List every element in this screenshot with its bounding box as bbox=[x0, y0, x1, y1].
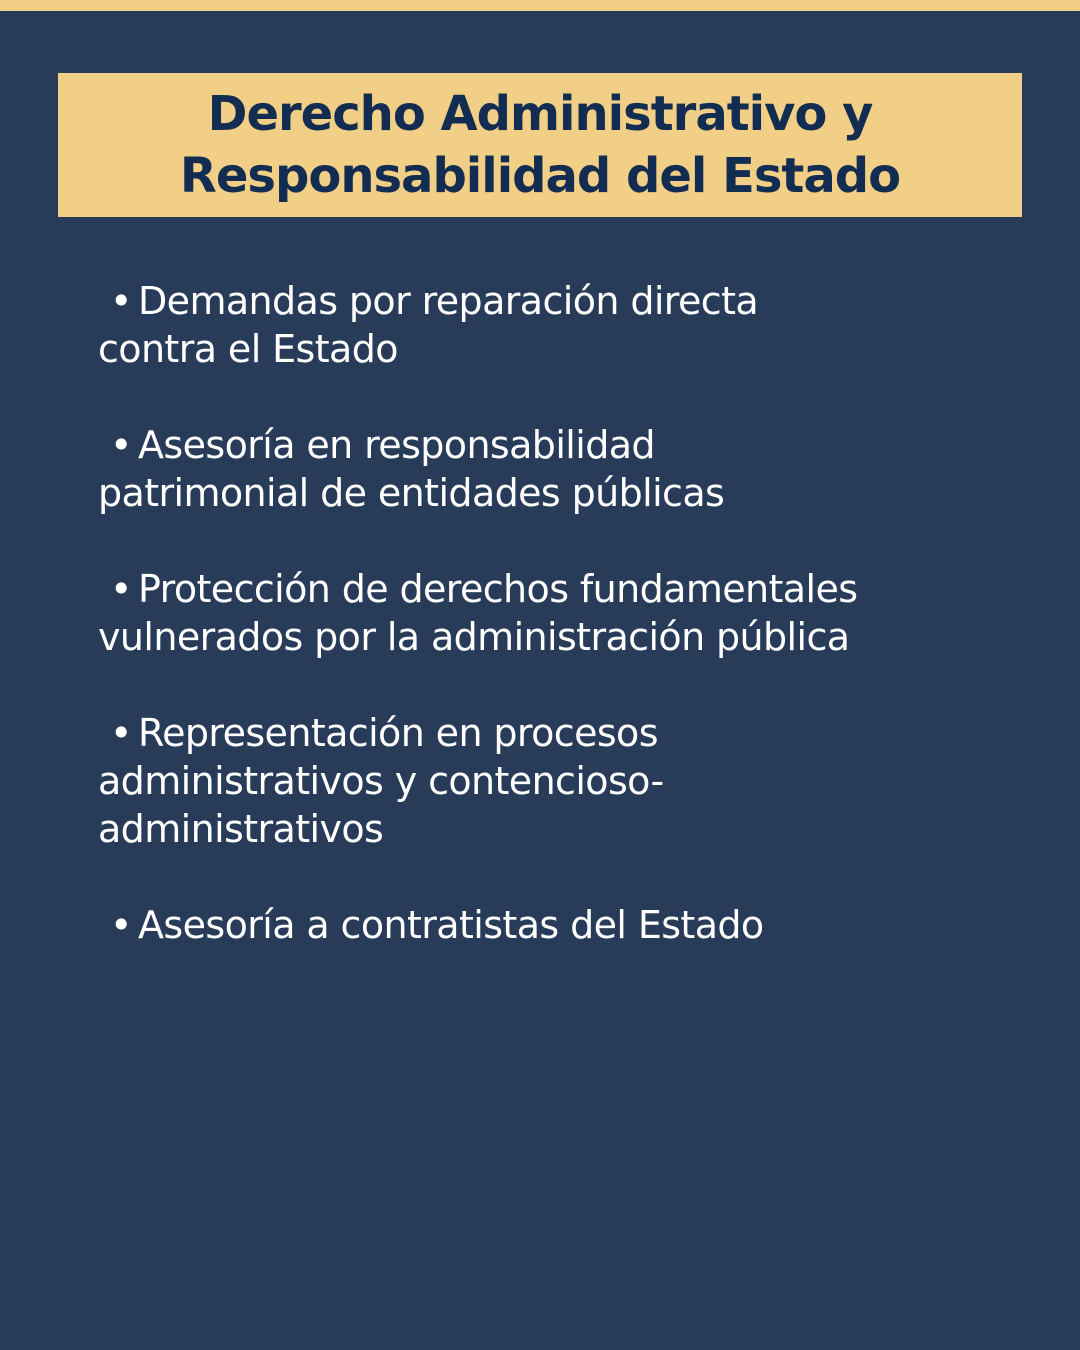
list-item-text: Asesoría en responsabilidad bbox=[138, 423, 655, 467]
list-item-derechos-fundamentales bbox=[98, 565, 998, 661]
title-line-1: Derecho Administrativo y bbox=[207, 86, 873, 142]
bullet-icon: • bbox=[110, 567, 132, 611]
top-accent-stripe bbox=[0, 0, 1080, 11]
list-item-line bbox=[98, 421, 998, 469]
list-item-line bbox=[98, 709, 998, 757]
list-item-text: Representación en procesos bbox=[138, 711, 658, 755]
title-line-2: Responsabilidad del Estado bbox=[179, 148, 901, 204]
list-item-text: Protección de derechos fundamentales bbox=[138, 567, 858, 611]
list-item-procesos-administrativos bbox=[98, 709, 998, 853]
list-item-text: Asesoría a contratistas del Estado bbox=[138, 903, 764, 947]
bullet-icon: • bbox=[110, 423, 132, 467]
page-title bbox=[180, 83, 900, 207]
list-item-line: patrimonial de entidades públicas bbox=[98, 471, 725, 515]
list-item-line bbox=[98, 277, 998, 325]
list-item-line bbox=[98, 901, 998, 949]
bullet-icon: • bbox=[110, 711, 132, 755]
list-item-contratistas bbox=[98, 901, 998, 949]
title-banner bbox=[58, 73, 1022, 217]
list-item-line: vulnerados por la administración pública bbox=[98, 615, 850, 659]
list-item-line bbox=[98, 565, 998, 613]
bullet-icon: • bbox=[110, 903, 132, 947]
list-item-line: administrativos bbox=[98, 807, 384, 851]
services-list bbox=[98, 277, 998, 997]
list-item-line: contra el Estado bbox=[98, 327, 398, 371]
list-item-line: administrativos y contencioso- bbox=[98, 759, 664, 803]
list-item-text: Demandas por reparación directa bbox=[138, 279, 759, 323]
list-item-responsabilidad-patrimonial bbox=[98, 421, 998, 517]
bullet-icon: • bbox=[110, 279, 132, 323]
list-item-reparacion-directa bbox=[98, 277, 998, 373]
